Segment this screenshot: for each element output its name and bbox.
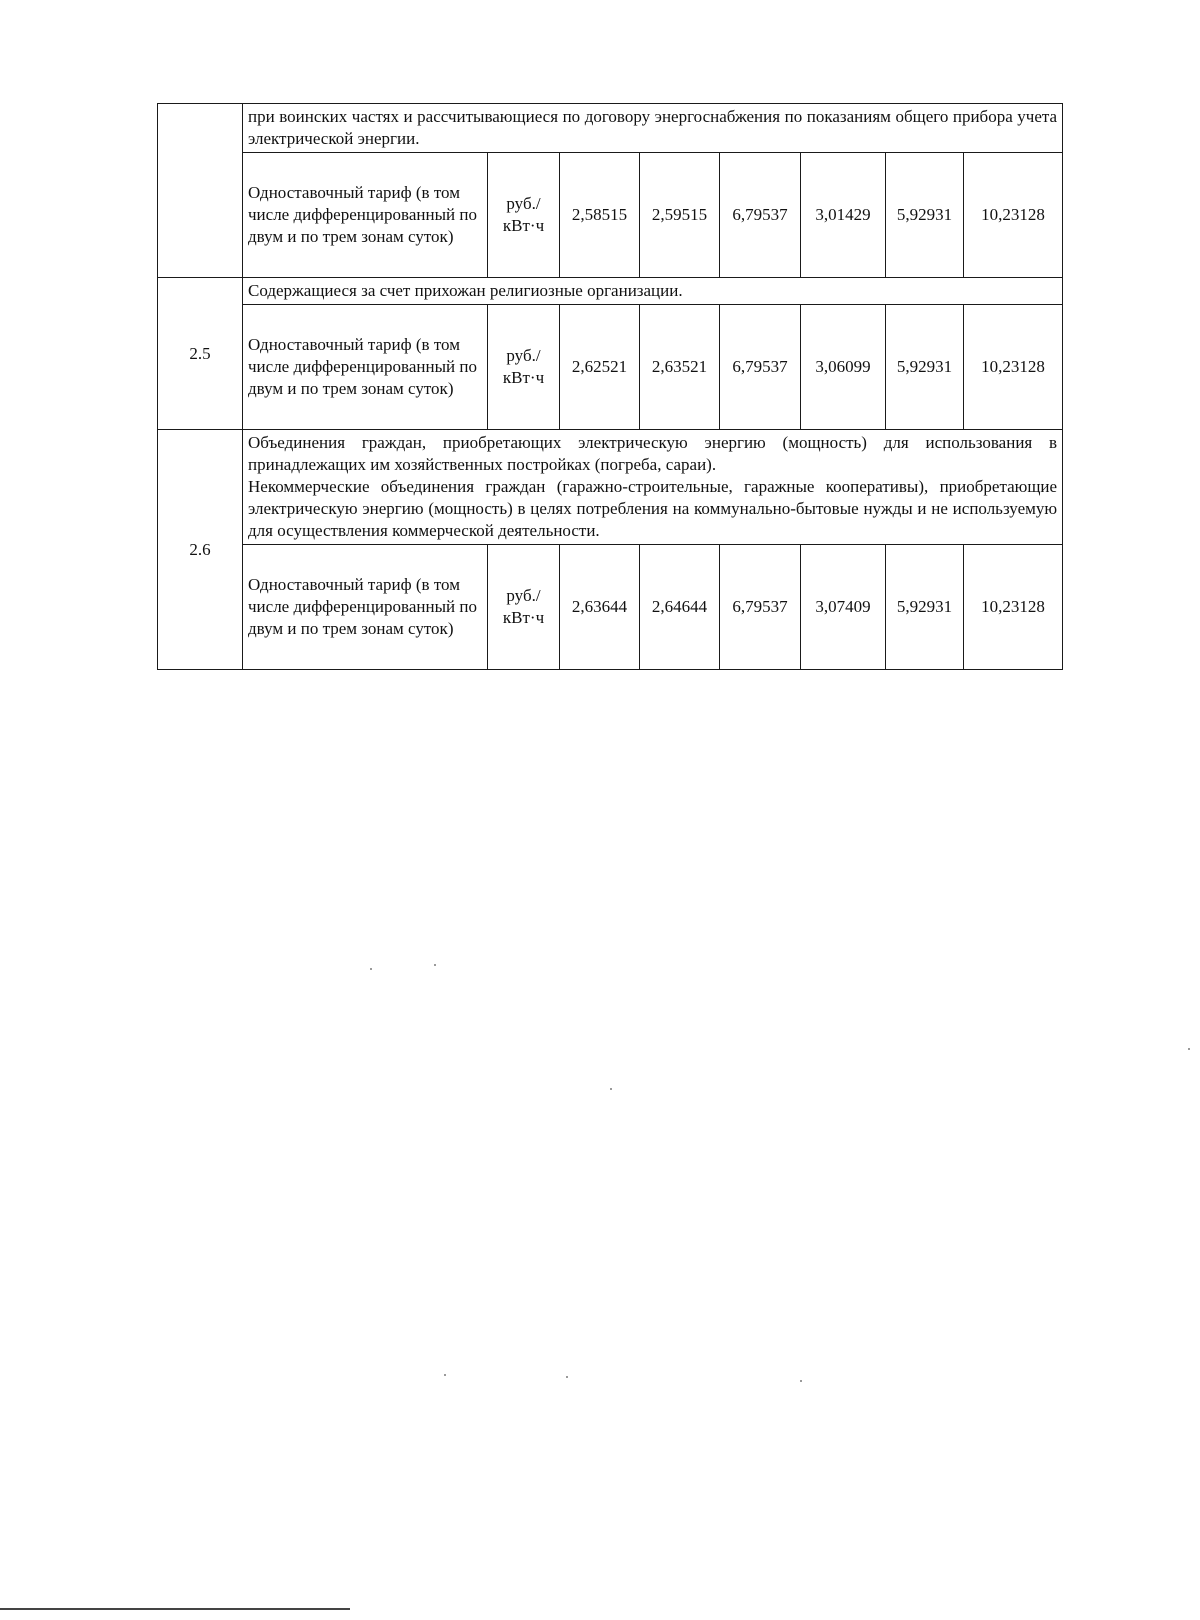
scan-artifact bbox=[444, 1374, 446, 1376]
value-cell: 5,92931 bbox=[886, 153, 964, 278]
value-cell: 3,01429 bbox=[801, 153, 886, 278]
table-row bbox=[158, 153, 1063, 278]
scan-artifact bbox=[566, 1376, 568, 1378]
value-cell: 3,07409 bbox=[801, 545, 886, 670]
value-cell: 2,58515 bbox=[560, 153, 640, 278]
unit-cell: руб./ кВт·ч bbox=[488, 545, 560, 670]
table-row bbox=[158, 104, 1063, 153]
row-number: 2.6 bbox=[158, 430, 243, 670]
value-cell: 2,63521 bbox=[640, 305, 720, 430]
value-cell: 6,79537 bbox=[720, 545, 801, 670]
table-row bbox=[158, 278, 1063, 305]
row-number bbox=[158, 104, 243, 278]
scan-artifact bbox=[1188, 1048, 1190, 1050]
value-cell: 3,06099 bbox=[801, 305, 886, 430]
table-row bbox=[158, 305, 1063, 430]
value-cell: 6,79537 bbox=[720, 305, 801, 430]
category-description bbox=[243, 104, 1063, 153]
value-cell: 10,23128 bbox=[964, 305, 1063, 430]
unit-cell: руб./ кВт·ч bbox=[488, 153, 560, 278]
value-cell: 10,23128 bbox=[964, 545, 1063, 670]
table-row bbox=[158, 545, 1063, 670]
table-row bbox=[158, 430, 1063, 545]
row-number: 2.5 bbox=[158, 278, 243, 430]
value-cell: 2,62521 bbox=[560, 305, 640, 430]
category-description bbox=[243, 278, 1063, 305]
description-paragraph: Некоммерческие объединения граждан (гаражно-строительные, гаражные кооперативы), приобретающие электрическую энергию (мощность) в целях потребления на коммунально-бытовые нужды и не используемую для осуществления коммерческой деятельности. bbox=[248, 477, 1058, 540]
scan-artifact bbox=[370, 968, 372, 970]
tariff-name: Одноставочный тариф (в том числе дифференцированный по двум и по трем зонам суток) bbox=[243, 153, 488, 278]
value-cell: 2,63644 bbox=[560, 545, 640, 670]
description-paragraph: Объединения граждан, приобретающих электрическую энергию (мощность) для использования в принадлежащих им хозяйственных постройках (погреба, сараи). bbox=[248, 433, 1058, 474]
value-cell: 6,79537 bbox=[720, 153, 801, 278]
scan-artifact bbox=[434, 964, 436, 966]
tariff-name: Одноставочный тариф (в том числе дифференцированный по двум и по трем зонам суток) bbox=[243, 305, 488, 430]
scan-artifact bbox=[610, 1088, 612, 1090]
value-cell: 2,64644 bbox=[640, 545, 720, 670]
description-paragraph: при воинских частях и рассчитывающиеся по договору энергоснабжения по показаниям общего прибора учета электрической энергии. bbox=[248, 107, 1058, 148]
scan-artifact bbox=[800, 1380, 802, 1382]
tariff-name: Одноставочный тариф (в том числе дифференцированный по двум и по трем зонам суток) bbox=[243, 545, 488, 670]
value-cell: 5,92931 bbox=[886, 305, 964, 430]
value-cell: 5,92931 bbox=[886, 545, 964, 670]
scan-edge-line bbox=[0, 1608, 350, 1610]
tariff-table bbox=[157, 103, 1063, 670]
value-cell: 2,59515 bbox=[640, 153, 720, 278]
description-paragraph: Содержащиеся за счет прихожан религиозные организации. bbox=[248, 281, 683, 300]
value-cell: 10,23128 bbox=[964, 153, 1063, 278]
unit-cell: руб./ кВт·ч bbox=[488, 305, 560, 430]
category-description bbox=[243, 430, 1063, 545]
